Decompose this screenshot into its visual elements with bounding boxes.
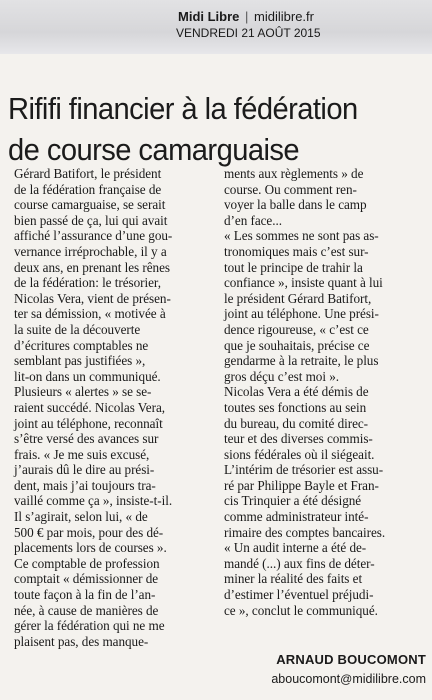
email-domain: midilibre.com [352, 672, 426, 686]
article-text-line: la suite de la découverte [14, 321, 141, 337]
article-text-line: cis Trinquier a été désigné [224, 493, 362, 509]
article-text-line: d’en face... [224, 212, 282, 228]
article-text-line: du bureau, du comité direc- [224, 415, 369, 431]
article-text-line: toute façon à la fin de l’an- [14, 587, 156, 603]
article-text-line: course. Ou comment ren- [224, 181, 357, 197]
masthead [0, 0, 432, 54]
article-text-line: vernance irréprochable, il y a [14, 243, 167, 259]
article-text-line: joint au téléphone. Une prési- [224, 306, 379, 322]
article-column-right [224, 166, 426, 618]
article-text-line: comme administrateur inté- [224, 509, 369, 525]
article-text-line: toutes ses fonctions au sein [224, 399, 367, 415]
article-text-line: gros déçu c’est moi ». [224, 368, 339, 384]
article-text-line: tout le principe de trahir la [224, 259, 363, 275]
article-text-line: plaisent pas, des manque- [14, 633, 149, 649]
article-text-line: sions fédérales où il siégeait. [224, 446, 375, 462]
article-text-line: affiché l’assurance d’une gou- [14, 228, 173, 244]
article-text-line: lit-on dans un communiqué. [14, 368, 161, 384]
author-byline: ARNAUD BOUCOMONT [276, 652, 426, 667]
article-text-line: ce », conclut le communiqué. [224, 602, 378, 618]
article-text-line: Ce comptable de profession [14, 555, 160, 571]
article-text-line: frais. « Je me suis excusé, [14, 446, 150, 462]
article-text-line: j’aurais dû le dire au prési- [14, 462, 155, 478]
article-text-line: raient succédé. Nicolas Vera, [14, 399, 165, 415]
article-text-line: L’intérim de trésorier est assu- [224, 462, 384, 478]
article-text-line: tronomiques mais c’est sur- [224, 243, 369, 259]
headline-line-2: de course camarguaise [8, 132, 300, 167]
masthead-separator: | [245, 9, 249, 24]
article-text-line: rimaire des comptes bancaires. [224, 524, 386, 540]
article-text-line: mandé (...) aux fins de déter- [224, 555, 375, 571]
article-text-line: d’écritures comptables ne [14, 337, 149, 353]
article-text-line: « Les sommes ne sont pas as- [224, 228, 379, 244]
article-text-line: que je souhaitais, précise ce [224, 337, 370, 353]
article-text-line: confiance », insiste quant à lui [224, 275, 383, 291]
issue-date: VENDREDI 21 AOÛT 2015 [176, 26, 321, 40]
article-text-line: gendarme à la retraite, le plus [224, 353, 379, 369]
article-text-line: teur et des diverses commis- [224, 431, 373, 447]
masthead-line [178, 9, 348, 24]
article-text-line: Il s’agirait, selon lui, « de [14, 509, 148, 525]
article-text-line: placements lors de courses ». [14, 540, 167, 556]
article-text-line: gérer la fédération qui ne me [14, 618, 165, 634]
article-text-line: née, à cause de manières de [14, 602, 159, 618]
brand-name: Midi Libre [178, 9, 240, 24]
article-text-line: miner la réalité des faits et [224, 571, 363, 587]
article-text-line: deux ans, en prenant les rênes [14, 259, 170, 275]
author-email[interactable] [254, 672, 426, 686]
article-text-line: s’être versé des avances sur [14, 431, 159, 447]
article-text-line: semblant pas justifiées », [14, 353, 146, 369]
article-text-line: joint au téléphone, reconnaît [14, 415, 163, 431]
article-text-line: « Un audit interne a été de- [224, 540, 367, 556]
article-text-line: Gérard Batifort, le président [14, 166, 162, 181]
article-text-line: de la fédération: le trésorier, [14, 275, 161, 291]
at-icon: @ [340, 672, 353, 686]
article-text-line: Nicolas Vera a été démis de [224, 384, 369, 400]
article-text-line: dence rigoureuse, « c’est ce [224, 321, 369, 337]
article-text-line: ments aux règlements » de [224, 166, 364, 181]
article-text-line: 500 € par mois, pour des dé- [14, 524, 164, 540]
site-name: midilibre.fr [254, 9, 314, 24]
article-text-line: comptait « démissionner de [14, 571, 159, 587]
article-text-line: dent, mais j’ai toujours tra- [14, 477, 156, 493]
article-text-line: Nicolas Vera, vient de présen- [14, 290, 171, 306]
article-text-line: Plusieurs « alertes » se se- [14, 384, 152, 400]
email-user: aboucomont [271, 672, 341, 686]
article-column-left [14, 166, 212, 649]
article-text-line: vaillé comme ça », insiste-t-il. [14, 493, 173, 509]
article-text-line: course camarguaise, se serait [14, 197, 166, 213]
article-text-line: voyer la balle dans le camp [224, 197, 367, 213]
article-headline [8, 88, 401, 170]
article-text-line: ré par Philippe Bayle et Fran- [224, 477, 379, 493]
headline-line-1: Rififi financier à la fédération [8, 91, 358, 126]
article-text-line: ter sa démission, « motivée à [14, 306, 166, 322]
article-text-line: d’estimer l’éventuel préjudi- [224, 587, 374, 603]
article-text-line: le président Gérard Batifort, [224, 290, 372, 306]
article-text-line: bien passé de ça, lui qui avait [14, 212, 168, 228]
article-text-line: de la fédération française de [14, 181, 162, 197]
